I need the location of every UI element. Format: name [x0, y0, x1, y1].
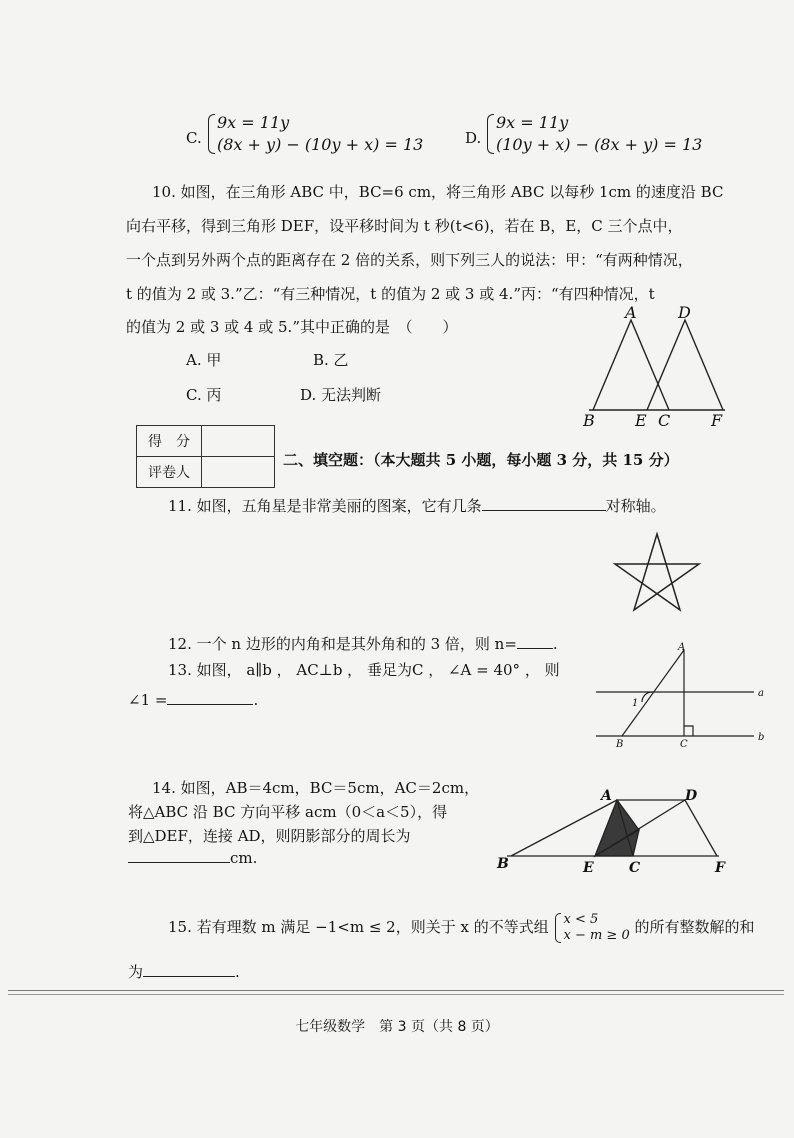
q14-line-2: 将△ABC 沿 BC 方向平移 acm（0＜a＜5），得: [128, 803, 448, 821]
q14-answer-blank[interactable]: [128, 862, 230, 863]
q15-line-2: [128, 962, 240, 982]
q10-line-4: t 的值为 2 或 3.”乙：“有三种情况，t 的值为 2 或 3 或 4.”丙：“有四种情况，t: [126, 285, 655, 303]
footer-rule-bottom: [8, 994, 784, 995]
q14-translation-figure: [495, 788, 735, 878]
q15-text-before: 15. 若有理数 m 满足 −1<m ≤ 2，则关于 x 的不等式组: [168, 918, 549, 936]
q15-text-before-2: 为: [128, 963, 144, 981]
q13-text-after: .: [253, 691, 259, 709]
q9-d-eq1: 9x = 11y: [496, 113, 569, 132]
q15-line-1: [168, 912, 755, 944]
score-cell[interactable]: [202, 426, 275, 457]
label-a-point: A: [678, 642, 686, 653]
q13-answer-blank[interactable]: [167, 704, 253, 705]
q11-text-after: 对称轴。: [605, 497, 666, 515]
segment-ab: [622, 650, 684, 736]
q10-option-a: A. 甲: [186, 351, 222, 369]
label-line-a: a: [758, 688, 764, 699]
q11-star-figure: [610, 528, 705, 620]
label-d: D: [685, 788, 698, 804]
score-label: 得 分: [137, 426, 202, 457]
label-e: E: [583, 860, 594, 876]
q9-c-eq1: 9x = 11y: [217, 113, 290, 132]
label-a: A: [625, 303, 637, 322]
q14-text-after: cm.: [230, 849, 258, 867]
label-c: C: [658, 411, 671, 430]
label-d: D: [678, 303, 691, 322]
label-a: A: [601, 788, 612, 804]
q15-ineq-2: x − m ≥ 0: [563, 928, 630, 943]
q13-parallel-lines-figure: [592, 640, 772, 752]
q10-triangle-figure: [575, 300, 735, 430]
q11-text-before: 11. 如图，五角星是非常美丽的图案，它有几条: [168, 497, 482, 515]
q12-line: [168, 634, 558, 654]
page-footer: 七年级数学 第 3 页（共 8 页）: [295, 1019, 499, 1035]
q12-answer-blank[interactable]: [517, 648, 553, 649]
q13-text-before: ∠1 =: [128, 691, 168, 709]
label-line-b: b: [758, 732, 765, 743]
q10-option-b: B. 乙: [313, 351, 349, 369]
q15-ineq-1: x < 5: [563, 912, 599, 927]
section-2-title: 二、填空题：（本大题共 5 小题，每小题 3 分，共 15 分）: [283, 451, 679, 469]
q10-option-c: C. 丙: [186, 386, 222, 404]
q10-option-d: D. 无法判断: [300, 386, 382, 404]
grader-cell[interactable]: [202, 457, 275, 488]
label-f: F: [715, 860, 725, 876]
triangle-def: [647, 320, 723, 410]
q15-text-after: 的所有整数解的和: [634, 918, 755, 936]
grader-label: 评卷人: [137, 457, 202, 488]
q14-line-3: 到△DEF，连接 AD，则阴影部分的周长为: [128, 827, 411, 845]
label-c-point: C: [680, 739, 688, 750]
label-c: C: [629, 860, 641, 876]
q9-option-d-system: [484, 112, 702, 156]
footer-rule-top: [8, 990, 784, 991]
q13-line-1: 13. 如图， a∥b ， AC⊥b ， 垂足为C ， ∠A = 40° ， 则: [168, 661, 560, 679]
label-e: E: [635, 411, 647, 430]
q9-option-d-label: D.: [465, 129, 482, 147]
q13-line-2: [128, 690, 258, 710]
label-b: B: [497, 856, 509, 872]
q15-inequality-system: [553, 912, 629, 944]
q15-answer-blank[interactable]: [143, 976, 235, 977]
q9-option-c-system: [205, 112, 423, 156]
label-b: B: [583, 411, 595, 430]
q10-line-5: 的值为 2 或 3 或 4 或 5.”其中正确的是 （ ）: [126, 318, 458, 336]
q10-line-2: 向右平移，得到三角形 DEF，设平移时间为 t 秒(t<6)，若在 B，E，C 三个点中，: [126, 217, 683, 235]
score-box: [136, 425, 275, 488]
label-b-point: B: [616, 739, 624, 750]
q11-line: [168, 496, 666, 516]
q15-text-after-2: .: [235, 963, 240, 981]
q11-answer-blank[interactable]: [482, 510, 606, 511]
q9-c-eq2: (8x + y) − (10y + x) = 13: [217, 135, 424, 154]
label-f: F: [711, 411, 723, 430]
q10-line-3: 一个点到另外两个点的距离存在 2 倍的关系，则下列三人的说法：甲：“有两种情况，: [126, 251, 693, 269]
q10-line-1: 10. 如图，在三角形 ABC 中，BC=6 cm，将三角形 ABC 以每秒 1cm 的速度沿 BC: [152, 183, 724, 201]
q12-text-after: .: [552, 635, 558, 653]
q14-line-1: 14. 如图，AB＝4cm，BC＝5cm，AC＝2cm，: [152, 779, 480, 797]
q14-line-4: [128, 848, 257, 868]
label-angle-1: 1: [632, 698, 639, 709]
q12-text-before: 12. 一个 n 边形的内角和是其外角和的 3 倍，则 n=: [168, 635, 517, 653]
right-angle-mark: [684, 726, 693, 736]
triangle-abc: [593, 320, 669, 410]
q9-d-eq2: (10y + x) − (8x + y) = 13: [496, 135, 703, 154]
five-pointed-star: [615, 534, 699, 610]
q9-option-c-label: C.: [186, 129, 202, 147]
